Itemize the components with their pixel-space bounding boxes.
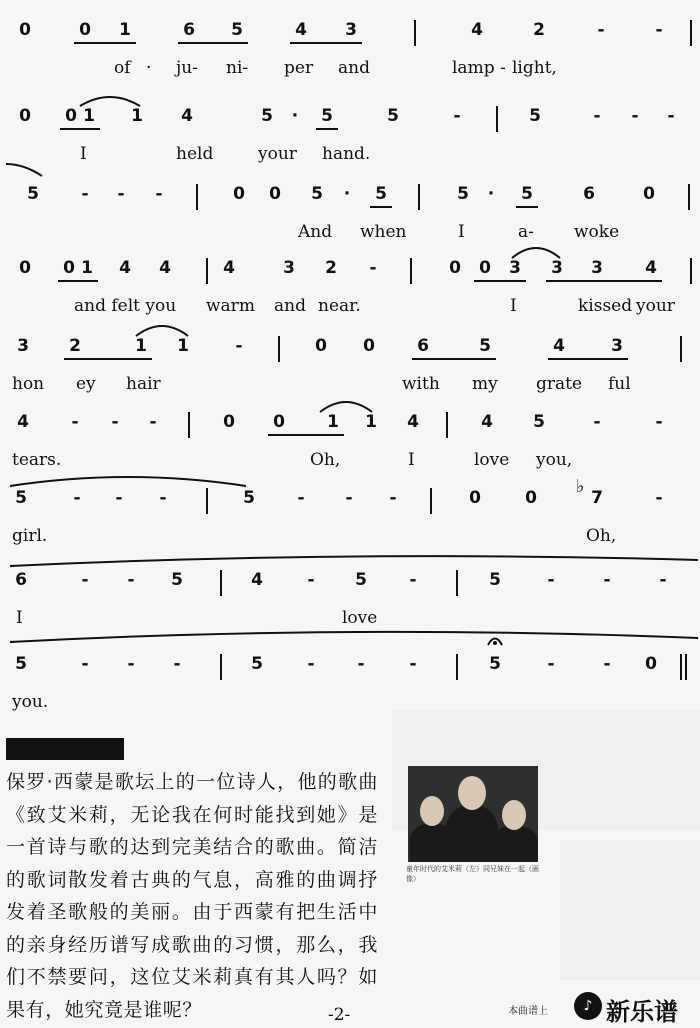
lyric: hon (12, 374, 45, 394)
note: - (593, 412, 601, 432)
note: - (547, 654, 555, 674)
lyric: when (360, 222, 407, 242)
note: - (603, 654, 611, 674)
barline (690, 258, 692, 284)
lyric: ju- (176, 58, 198, 78)
note: - (71, 412, 79, 432)
note: - (659, 570, 667, 590)
note: 5 (261, 106, 273, 126)
note: 5 (321, 106, 333, 126)
note: - (547, 570, 555, 590)
note: - (631, 106, 639, 126)
note: 5 (311, 184, 323, 204)
music-disc-icon: ♪ (574, 992, 602, 1020)
eighth-underline (474, 280, 526, 282)
note: 0 (19, 106, 31, 126)
note: - (127, 570, 135, 590)
page-number: -2- (328, 1005, 351, 1025)
lyric: girl. (12, 526, 48, 546)
lyric: I (16, 608, 23, 628)
note: 4 (119, 258, 131, 278)
child-face (458, 776, 486, 810)
eighth-underline (268, 434, 344, 436)
note: 4 (181, 106, 193, 126)
note: 4 (223, 258, 235, 278)
eighth-underline (548, 358, 628, 360)
note: - (111, 412, 119, 432)
note: 0 (63, 258, 75, 278)
lyric: woke (574, 222, 620, 242)
eighth-underline (74, 42, 136, 44)
tie (8, 554, 700, 568)
lyric: love (342, 608, 378, 628)
note: 4 (481, 412, 493, 432)
note: 5 (27, 184, 39, 204)
lyric: I (408, 450, 415, 470)
note: 5 (375, 184, 387, 204)
note: 0 (469, 488, 481, 508)
lyric: with (402, 374, 440, 394)
note: - (297, 488, 305, 508)
note: 5 (489, 570, 501, 590)
lyric: Oh, (586, 526, 617, 546)
score-system-3 (0, 184, 700, 254)
lyric: I (80, 144, 87, 164)
barline (446, 412, 448, 438)
eighth-underline (316, 128, 338, 130)
note: 5 (457, 184, 469, 204)
tie (4, 160, 44, 180)
note: 7 (591, 488, 603, 508)
note: 4 (17, 412, 29, 432)
note: 1 (177, 336, 189, 356)
note: 3 (345, 20, 357, 40)
note: - (155, 184, 163, 204)
note: 4 (407, 412, 419, 432)
lyric: you. (12, 692, 49, 712)
note: 0 (643, 184, 655, 204)
note: 3 (591, 258, 603, 278)
eighth-underline (60, 128, 100, 130)
note: 6 (417, 336, 429, 356)
note: · (291, 106, 299, 126)
note: - (81, 654, 89, 674)
score-system-6 (0, 412, 700, 482)
lyric: light, (512, 58, 557, 78)
lyric: I (458, 222, 465, 242)
note: 6 (183, 20, 195, 40)
note: - (307, 654, 315, 674)
footer-credit: 本曲谱上 (508, 1006, 548, 1017)
note: 3 (551, 258, 563, 278)
lyric: hand. (322, 144, 371, 164)
note: 5 (479, 336, 491, 356)
section-heading-bar (6, 738, 124, 760)
lyric: you, (536, 450, 573, 470)
lyric: hair (126, 374, 161, 394)
note: 3 (17, 336, 29, 356)
note: - (597, 20, 605, 40)
note: 4 (645, 258, 657, 278)
lyric: a- (518, 222, 534, 242)
note: 5 (15, 654, 27, 674)
lyric: near. (318, 296, 361, 316)
note: 0 (363, 336, 375, 356)
lyric: Oh, (310, 450, 341, 470)
note: 2 (69, 336, 81, 356)
note: 5 (355, 570, 367, 590)
child-figure (492, 826, 538, 862)
note: - (117, 184, 125, 204)
final-barline (680, 654, 682, 680)
site-logo-text: 新乐谱 (606, 998, 678, 1026)
note: - (409, 570, 417, 590)
note: 0 (19, 258, 31, 278)
note: 1 (131, 106, 143, 126)
note: 5 (533, 412, 545, 432)
note: - (389, 488, 397, 508)
score-system-7 (0, 476, 700, 558)
note: - (127, 654, 135, 674)
note: 0 (223, 412, 235, 432)
barline (430, 488, 432, 514)
note: - (655, 412, 663, 432)
lyric: your (636, 296, 675, 316)
portrait-photo (408, 766, 538, 862)
lyric: I (510, 296, 517, 316)
note: 5 (529, 106, 541, 126)
barline (690, 20, 692, 46)
barline (220, 570, 222, 596)
lyric: ni- (226, 58, 249, 78)
note: 1 (365, 412, 377, 432)
barline (206, 258, 208, 284)
lyric: love (474, 450, 510, 470)
note: 5 (171, 570, 183, 590)
note: - (149, 412, 157, 432)
note: 6 (583, 184, 595, 204)
note: 4 (251, 570, 263, 590)
note: - (369, 258, 377, 278)
note: - (115, 488, 123, 508)
note: 0 (525, 488, 537, 508)
eighth-underline (412, 358, 496, 360)
lyric: kissed (578, 296, 633, 316)
note: - (357, 654, 365, 674)
barline (680, 336, 682, 362)
note: · (487, 184, 495, 204)
lyric: · (146, 58, 152, 78)
note: 5 (489, 654, 501, 674)
note: 5 (15, 488, 27, 508)
note: 0 (233, 184, 245, 204)
note: 0 (315, 336, 327, 356)
note: 5 (251, 654, 263, 674)
score-system-1 (0, 20, 700, 90)
eighth-underline (58, 280, 98, 282)
note: - (159, 488, 167, 508)
note: - (345, 488, 353, 508)
note: - (667, 106, 675, 126)
note: - (655, 20, 663, 40)
note: - (81, 184, 89, 204)
score-system-4 (0, 258, 700, 328)
barline (688, 184, 690, 210)
barline (414, 20, 416, 46)
note: 1 (81, 258, 93, 278)
note: 0 (269, 184, 281, 204)
child-figure (446, 806, 498, 862)
note: 2 (533, 20, 545, 40)
barline (496, 106, 498, 132)
eighth-underline (64, 358, 152, 360)
note: 0 (479, 258, 491, 278)
score-system-2 (0, 106, 700, 176)
note: - (307, 570, 315, 590)
note: 0 (449, 258, 461, 278)
note: 0 (645, 654, 657, 674)
child-face (420, 796, 444, 826)
note: 0 (273, 412, 285, 432)
eighth-underline (546, 280, 662, 282)
eighth-underline (178, 42, 248, 44)
photo-caption: 童年时代的艾米莉（左）同兄妹在一起（画像） (406, 865, 539, 883)
note: - (235, 336, 243, 356)
note: 5 (387, 106, 399, 126)
barline (456, 654, 458, 680)
lyric: warm (206, 296, 255, 316)
eighth-underline (516, 206, 538, 208)
note: 1 (135, 336, 147, 356)
lyric: tears. (12, 450, 62, 470)
note: 5 (521, 184, 533, 204)
note: 5 (243, 488, 255, 508)
barline (278, 336, 280, 362)
note: 1 (83, 106, 95, 126)
note: - (655, 488, 663, 508)
lyric: and (338, 58, 370, 78)
tie (8, 474, 248, 488)
note: 2 (325, 258, 337, 278)
article-paragraph: 保罗·西蒙是歌坛上的一位诗人，他的歌曲《致艾米莉，无论我在何时能找到她》是一首诗与歌的达到完美结合的歌曲。简洁的歌词散发着古典的气息，高雅的曲调抒发着圣歌般的美丽。由于西蒙有把生活中的亲身经历谱写成歌曲的习惯，那么，我们不禁要问，这位艾米莉真有其人吗？如果有，她究竟是谁呢？ (6, 771, 378, 1021)
lyric: and (274, 296, 306, 316)
note: 1 (119, 20, 131, 40)
eighth-underline (290, 42, 362, 44)
barline (206, 488, 208, 514)
lyric: of (114, 58, 131, 78)
note: 4 (553, 336, 565, 356)
tie (8, 628, 700, 644)
note: 5 (231, 20, 243, 40)
note: 3 (509, 258, 521, 278)
lyric: ful (608, 374, 631, 394)
note: - (81, 570, 89, 590)
lyric: per (284, 58, 314, 78)
note: - (603, 570, 611, 590)
note: 6 (15, 570, 27, 590)
barline (456, 570, 458, 596)
flat-sign: ♭ (576, 476, 585, 497)
note: 4 (295, 20, 307, 40)
note: 4 (159, 258, 171, 278)
barline (410, 258, 412, 284)
bleed-through-shadow (560, 840, 700, 980)
barline (196, 184, 198, 210)
barline (418, 184, 420, 210)
lyric: - (500, 58, 506, 78)
note: 3 (283, 258, 295, 278)
note: - (593, 106, 601, 126)
lyric: And (298, 222, 333, 242)
barline (188, 412, 190, 438)
note: 0 (65, 106, 77, 126)
lyric: grate (536, 374, 583, 394)
note: 1 (327, 412, 339, 432)
note: - (409, 654, 417, 674)
lyric: lamp (452, 58, 495, 78)
note: - (73, 488, 81, 508)
note: 4 (471, 20, 483, 40)
note: 0 (79, 20, 91, 40)
lyric: my (472, 374, 498, 394)
lyric: and felt you (74, 296, 177, 316)
note: 3 (611, 336, 623, 356)
child-face (502, 800, 526, 830)
note: · (343, 184, 351, 204)
lyric: ey (76, 374, 96, 394)
eighth-underline (370, 206, 392, 208)
barline (220, 654, 222, 680)
lyric: your (258, 144, 297, 164)
note: - (173, 654, 181, 674)
lyric: held (176, 144, 214, 164)
fermata-icon (486, 634, 504, 646)
note: 0 (19, 20, 31, 40)
note: - (453, 106, 461, 126)
